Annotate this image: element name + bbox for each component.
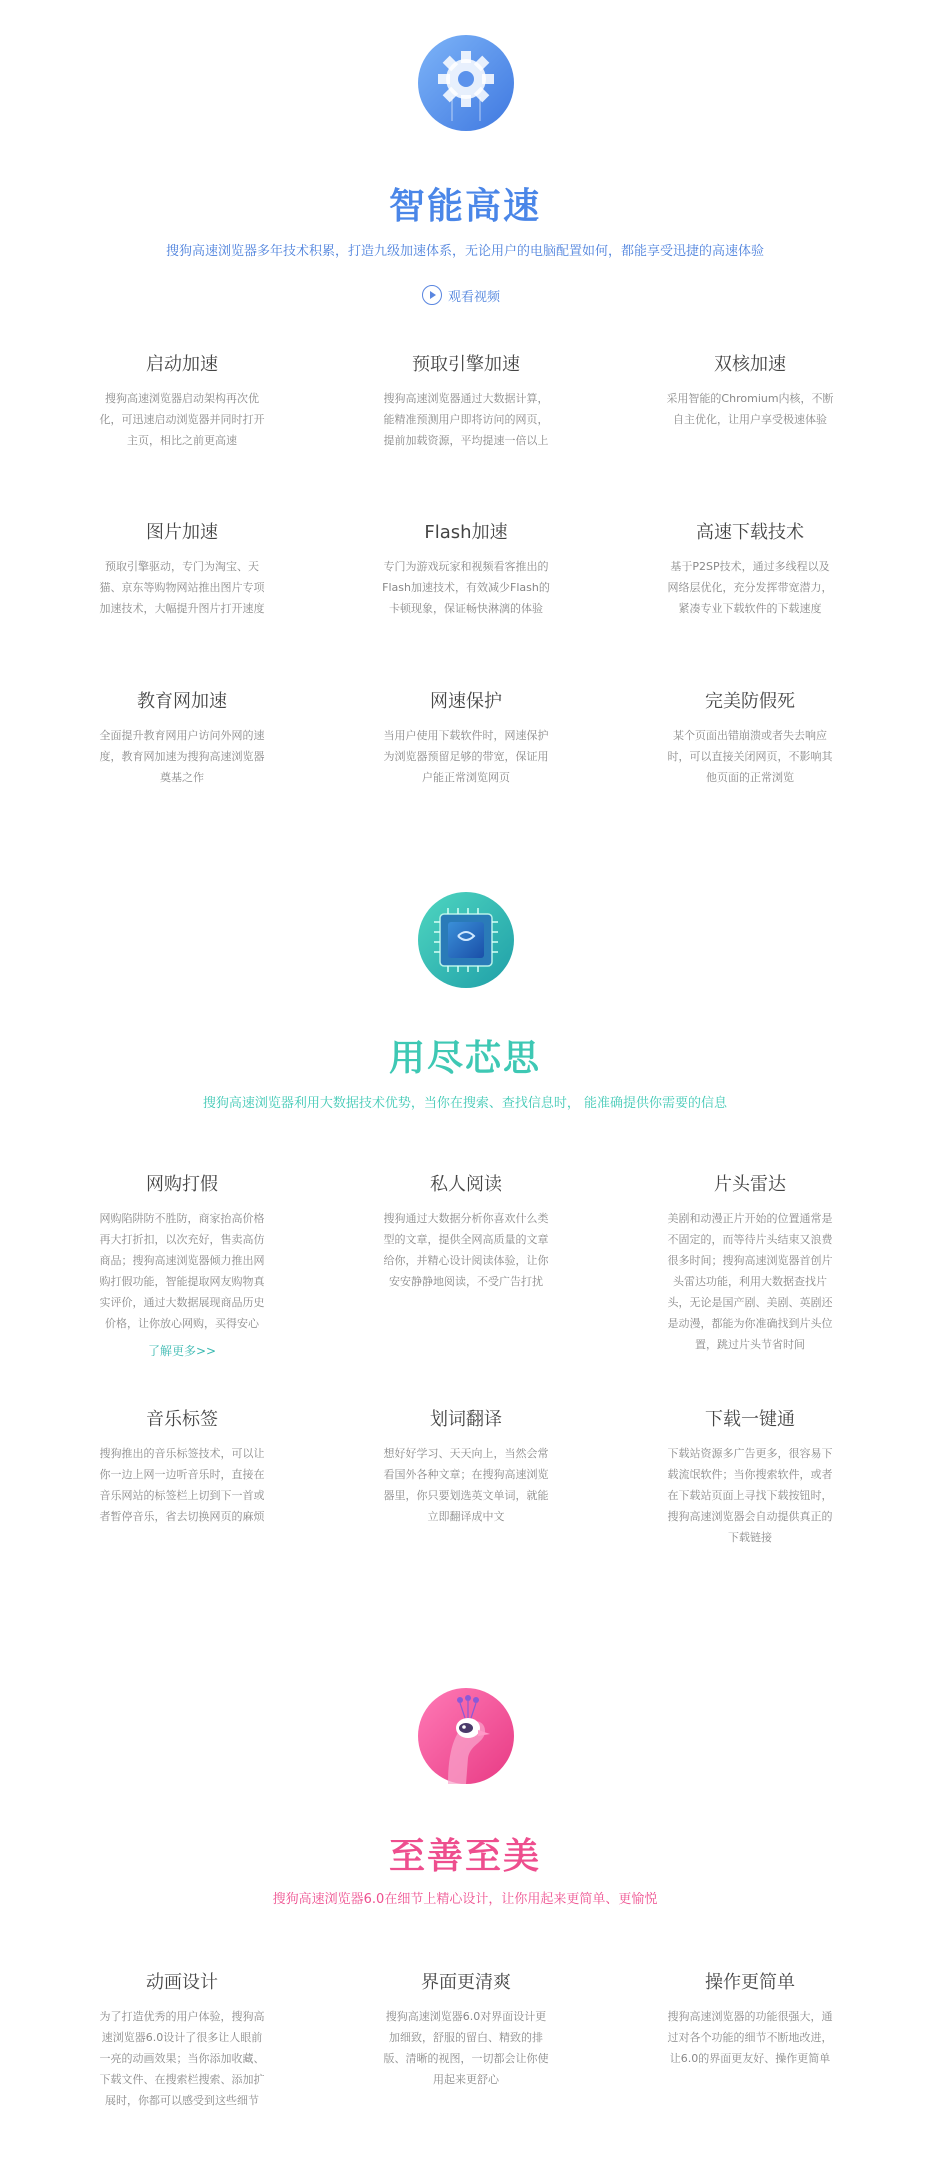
feature-desc: 下载站资源多广告更多，很容易下载流氓软件；当你搜索软件，或者在下载站页面上寻找下载按钮时，搜狗高速浏览器会自动提供真正的下载链接 [667, 1447, 833, 1544]
feature-title: Flash加速 [424, 522, 508, 543]
feature-edu-network [97, 687, 267, 788]
feature-title: 私人阅读 [430, 1174, 502, 1195]
feature-desc: 搜狗通过大数据分析你喜欢什么类型的文章，提供全网高质量的文章给你，并精心设计阅读体验，让你安安静静地阅读，不受广告打扰 [383, 1212, 549, 1288]
feature-desc: 搜狗高速浏览器6.0对界面设计更加细致，舒服的留白、精致的排版、清晰的视图，一切都会让你使用起来更舒心 [383, 2010, 549, 2086]
feature-music-tag [97, 1405, 267, 1527]
feature-desc: 为了打造优秀的用户体验，搜狗高速浏览器6.0设计了很多让人眼前一亮的动画效果；当你添加收藏、下载文件、在搜索栏搜索、添加扩展时，你都可以感受到这些细节 [99, 2010, 265, 2107]
feature-image-acceleration [97, 518, 267, 619]
feature-title: 界面更清爽 [421, 1972, 511, 1993]
feature-desc: 预取引擎驱动，专门为淘宝、天猫、京东等购物网站推出图片专项加速技术，大幅提升图片打开速度 [99, 560, 265, 615]
feature-desc: 某个页面出错崩溃或者失去响应时，可以直接关闭网页，不影响其他页面的正常浏览 [667, 729, 833, 784]
play-icon [422, 285, 442, 305]
feature-title: 网速保护 [430, 691, 502, 712]
feature-download-tech [665, 518, 835, 619]
learn-more-link[interactable]: 了解更多>> [147, 1344, 217, 1358]
section-subtitle: 搜狗高速浏览器6.0在细节上精心设计，让你用起来更简单、更愉悦 [272, 1892, 658, 1907]
feature-desc: 美剧和动漫正片开始的位置通常是不固定的，而等待片头结束又浪费很多时间；搜狗高速浏览器首创片头雷达功能，利用大数据查找片头，无论是国产剧、美剧、英剧还是动漫，都能为你准确找到片头位置，跳过片头节省时间 [667, 1212, 833, 1351]
feature-title: 启动加速 [146, 354, 218, 375]
watch-video-label: 观看视频 [448, 289, 501, 305]
feature-shopping-anti-fraud [97, 1170, 267, 1359]
feature-startup-acceleration [97, 350, 267, 451]
feature-desc: 专门为游戏玩家和视频看客推出的Flash加速技术，有效减少Flash的卡顿现象，保证畅快淋漓的体验 [382, 560, 550, 615]
feature-desc: 搜狗高速浏览器的功能很强大，通过对各个功能的细节不断地改进，让6.0的界面更友好、操作更简单 [667, 2010, 833, 2065]
feature-flash-acceleration [381, 518, 551, 619]
feature-title: 操作更简单 [705, 1972, 795, 1993]
feature-desc: 采用智能的Chromium内核，不断自主优化，让用户享受极速体验 [666, 392, 834, 426]
feature-desc: 搜狗高速浏览器通过大数据计算，能精准预测用户即将访问的网页，提前加载资源，平均提速一倍以上 [383, 392, 549, 447]
watch-video-link[interactable] [422, 284, 500, 306]
feature-bandwidth-protect [381, 687, 551, 788]
feature-intro-radar [665, 1170, 835, 1355]
feature-title: 下载一键通 [705, 1409, 795, 1430]
feature-desc: 当用户使用下载软件时，网速保护为浏览器预留足够的带宽，保证用户能正常浏览网页 [383, 729, 549, 784]
gear-icon [418, 35, 514, 131]
feature-one-click-download [665, 1405, 835, 1548]
feature-word-translate [381, 1405, 551, 1527]
feature-title: 片头雷达 [714, 1174, 786, 1195]
feature-title: 预取引擎加速 [412, 354, 520, 375]
feature-desc: 想好好学习、天天向上，当然会常看国外各种文章；在搜狗高速浏览器里，你只要划选英文单词，就能立即翻译成中文 [383, 1447, 549, 1523]
feature-anti-freeze [665, 687, 835, 788]
feature-private-reading [381, 1170, 551, 1292]
feature-title: 双核加速 [714, 354, 786, 375]
section-design [0, 1620, 930, 2161]
feature-desc: 网购陷阱防不胜防，商家抬高价格再大打折扣，以次充好，售卖高仿商品；搜狗高速浏览器倾力推出网购打假功能，智能提取网友购物真实评价，通过大数据展现商品历史价格，让你放心网购，买得安心 [99, 1212, 265, 1330]
feature-desc: 搜狗推出的音乐标签技术，可以让你一边上网一边听音乐时，直接在音乐网站的标签栏上切到下一首或者暂停音乐，省去切换网页的麻烦 [99, 1447, 265, 1523]
feature-title: 完美防假死 [705, 691, 795, 712]
feature-simple-operation [665, 1968, 835, 2069]
feature-title: 图片加速 [146, 522, 218, 543]
feature-title: 网购打假 [146, 1174, 218, 1195]
feature-desc: 搜狗高速浏览器启动架构再次优化，可迅速启动浏览器并同时打开主页，相比之前更高速 [99, 392, 265, 447]
feature-title: 音乐标签 [146, 1409, 218, 1430]
feature-desc: 基于P2SP技术，通过多线程以及网络层优化，充分发挥带宽潜力，紧凑专业下载软件的下载速度 [667, 560, 833, 615]
feature-title: 动画设计 [146, 1972, 218, 1993]
section-title: 用尽芯思 [388, 1038, 541, 1079]
feature-animation-design [97, 1968, 267, 2111]
feature-title: 划词翻译 [430, 1409, 502, 1430]
feature-desc: 全面提升教育网用户访问外网的速度，教育网加速为搜狗高速浏览器奠基之作 [99, 729, 265, 784]
section-smart [0, 840, 930, 1600]
section-speed [0, 0, 930, 820]
feature-title: 教育网加速 [137, 691, 227, 712]
feature-prefetch-acceleration [381, 350, 551, 451]
section-subtitle: 搜狗高速浏览器多年技术积累，打造九级加速体系，无论用户的电脑配置如何，都能享受迅捷的高速体验 [165, 244, 764, 259]
section-title: 至善至美 [388, 1836, 541, 1877]
chip-icon [418, 892, 514, 988]
feature-title: 高速下载技术 [696, 522, 804, 543]
section-title: 智能高速 [388, 186, 541, 227]
section-subtitle: 搜狗高速浏览器利用大数据技术优势，当你在搜索、查找信息时， 能准确提供你需要的信息 [202, 1096, 728, 1111]
feature-clean-interface [381, 1968, 551, 2090]
peacock-icon [418, 1688, 514, 1784]
feature-dual-core [665, 350, 835, 430]
